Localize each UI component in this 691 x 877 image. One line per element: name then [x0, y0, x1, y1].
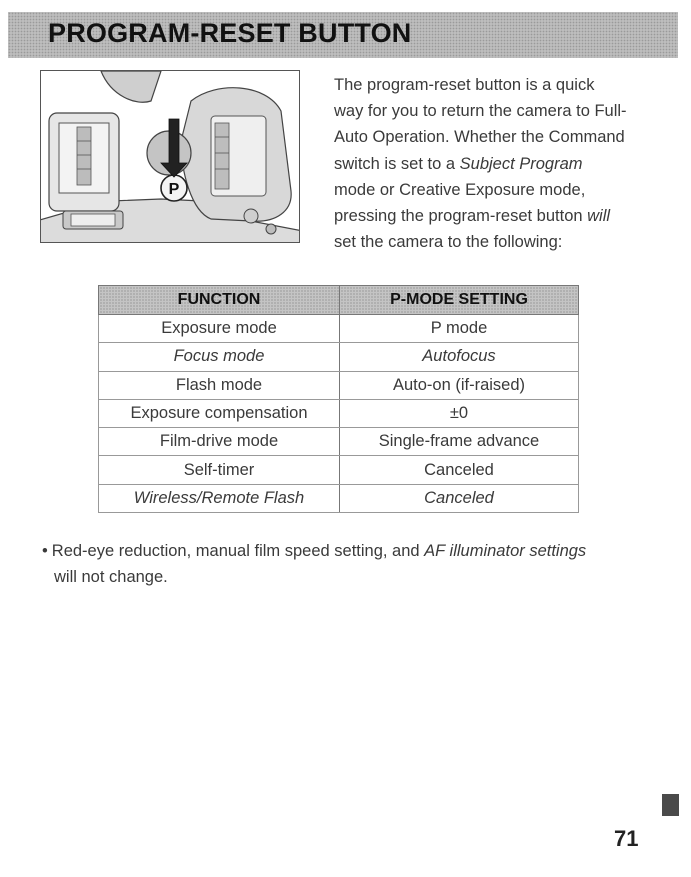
- camera-top-view-icon: [41, 71, 299, 242]
- setting-cell: Single-frame advance: [340, 428, 579, 456]
- function-cell: Film-drive mode: [99, 428, 340, 456]
- header-pmode-setting: P-MODE SETTING: [340, 286, 579, 315]
- table-header-row: [99, 286, 579, 315]
- setting-cell: Autofocus: [340, 343, 579, 371]
- setting-cell: ±0: [340, 399, 579, 427]
- intro-line: Auto Operation. Whether the Command: [334, 128, 625, 147]
- table-row: [99, 315, 579, 343]
- intro-line: [334, 203, 664, 229]
- intro-line: mode or Creative Exposure mode,: [334, 180, 586, 199]
- function-cell: Focus mode: [99, 343, 340, 371]
- function-cell: Wireless/Remote Flash: [99, 484, 340, 512]
- note-italic-text: AF illuminator settings: [424, 542, 587, 560]
- settings-table: [98, 285, 579, 513]
- setting-cell: Canceled: [340, 484, 579, 512]
- function-cell: Exposure compensation: [99, 399, 340, 427]
- setting-cell: Canceled: [340, 456, 579, 484]
- reset-button-letter: P: [168, 181, 180, 198]
- table-row: [99, 484, 579, 512]
- camera-illustration: [40, 70, 300, 243]
- note-paragraph: [42, 538, 642, 590]
- intro-line: set the camera to the following:: [334, 233, 563, 252]
- note-text: Red-eye reduction, manual film speed setting, and: [51, 542, 425, 560]
- intro-text: pressing the program-reset button: [334, 207, 588, 226]
- intro-paragraph: [334, 72, 664, 255]
- section-tab-marker: [662, 794, 679, 816]
- function-cell: Flash mode: [99, 371, 340, 399]
- intro-italic-text: Subject Program: [459, 154, 583, 173]
- table-row: [99, 343, 579, 371]
- intro-line: [334, 151, 664, 177]
- table-row: [99, 456, 579, 484]
- page-title: PROGRAM-RESET BUTTON: [48, 18, 412, 48]
- bullet: •: [42, 542, 48, 560]
- header-function: FUNCTION: [99, 286, 340, 315]
- setting-cell: Auto-on (if-raised): [340, 371, 579, 399]
- intro-text: switch is set to a: [334, 154, 460, 173]
- function-cell: Exposure mode: [99, 315, 340, 343]
- intro-line: way for you to return the camera to Full-: [334, 102, 627, 121]
- table-row: [99, 428, 579, 456]
- table-row: [99, 399, 579, 427]
- intro-line: The program-reset button is a quick: [334, 76, 595, 94]
- note-line: will not change.: [54, 568, 168, 586]
- page-number: 71: [614, 826, 639, 851]
- intro-italic-text: will: [587, 207, 611, 226]
- function-cell: Self-timer: [99, 456, 340, 484]
- setting-cell: P mode: [340, 315, 579, 343]
- table-row: [99, 371, 579, 399]
- title-bar: [8, 12, 678, 58]
